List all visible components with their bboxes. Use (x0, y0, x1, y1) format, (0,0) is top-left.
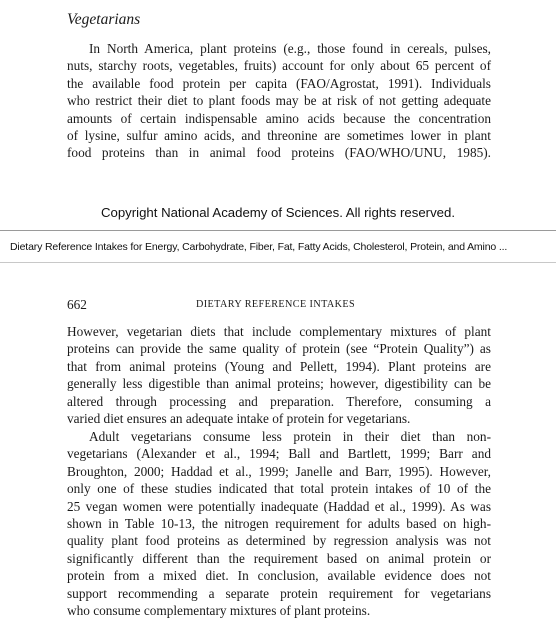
paragraph-line: only one of these studies indicated that total protein intakes of 10 of the (67, 481, 491, 497)
paragraph-line: 25 vegan women were potentially inadequate (Haddad et al., 1999). As was (67, 498, 491, 514)
paragraph-line: shown in Table 10-13, the nitrogen requirement for adults based on high- (67, 516, 491, 532)
paragraph-line: vegetarians (Alexander et al., 1994; Ball and Bartlett, 1999; Barr and (67, 446, 491, 462)
section-heading: Vegetarians (67, 11, 141, 28)
paragraph-line: support recommending a separate protein requirement for vegetarians (67, 585, 491, 601)
vegetarians-paragraph (67, 40, 491, 162)
paragraph-line: Broughton, 2000; Haddad et al., 1999; Janelle and Barr, 1995). However, (67, 463, 491, 479)
paragraph-line: varied diet ensures an adequate intake of protein for vegetarians. (67, 411, 411, 427)
adult-vegetarians-paragraph (67, 428, 491, 619)
paragraph-line: food proteins than in animal food proteins (FAO/WHO/UNU, 1985). (67, 145, 491, 161)
paragraph-line: the available food protein per capita (FAO/Agrostat, 1991). Individuals (67, 75, 491, 91)
running-title: Dietary Reference Intakes for Energy, Carbohydrate, Fiber, Fat, Fatty Acids, Cholesterol, Protein, and Amino ... (10, 241, 508, 253)
paragraph-line: nuts, starchy roots, vegetables, fruits) account for only about 65 percent of (67, 58, 491, 74)
copyright-notice: Copyright National Academy of Sciences. All rights reserved. (100, 205, 456, 220)
page-header: DIETARY REFERENCE INTAKES (196, 299, 356, 310)
vegetarian-diets-paragraph (67, 323, 491, 427)
paragraph-line: proteins can provide the same quality of protein (see “Protein Quality”) as (67, 341, 491, 357)
paragraph-line: significantly different than the requirement based on animal protein or (67, 550, 491, 566)
paragraph-line: amounts of certain indispensable amino acids because the concentration (67, 110, 491, 126)
paragraph-line: However, vegetarian diets that include complementary mixtures of plant (67, 324, 491, 339)
paragraph-line: that from animal proteins (Young and Pellett, 1994). Plant proteins are (67, 358, 491, 374)
paragraph-line: protein from a mixed diet. In conclusion, available evidence does not (67, 568, 491, 584)
paragraph-line: altered through processing and preparation. Therefore, consuming a (67, 393, 491, 409)
paragraph-line: Adult vegetarians consume less protein in their diet than non- (89, 429, 491, 444)
page-divider (0, 262, 556, 263)
page-divider (0, 230, 556, 231)
paragraph-line: In North America, plant proteins (e.g., those found in cereals, pulses, (89, 41, 491, 56)
paragraph-line: of lysine, sulfur amino acids, and threonine are sometimes lower in plant (67, 128, 491, 144)
page-number: 662 (67, 297, 87, 312)
paragraph-line: quality plant food proteins as determined by regression analysis was not (67, 533, 491, 549)
paragraph-line: who restrict their diet to plant foods may be at risk of not getting adequate (67, 93, 491, 109)
paragraph-line: generally less digestible than animal proteins; however, digestibility can be (67, 376, 491, 392)
paragraph-line: who consume complementary mixtures of plant proteins. (67, 603, 371, 619)
